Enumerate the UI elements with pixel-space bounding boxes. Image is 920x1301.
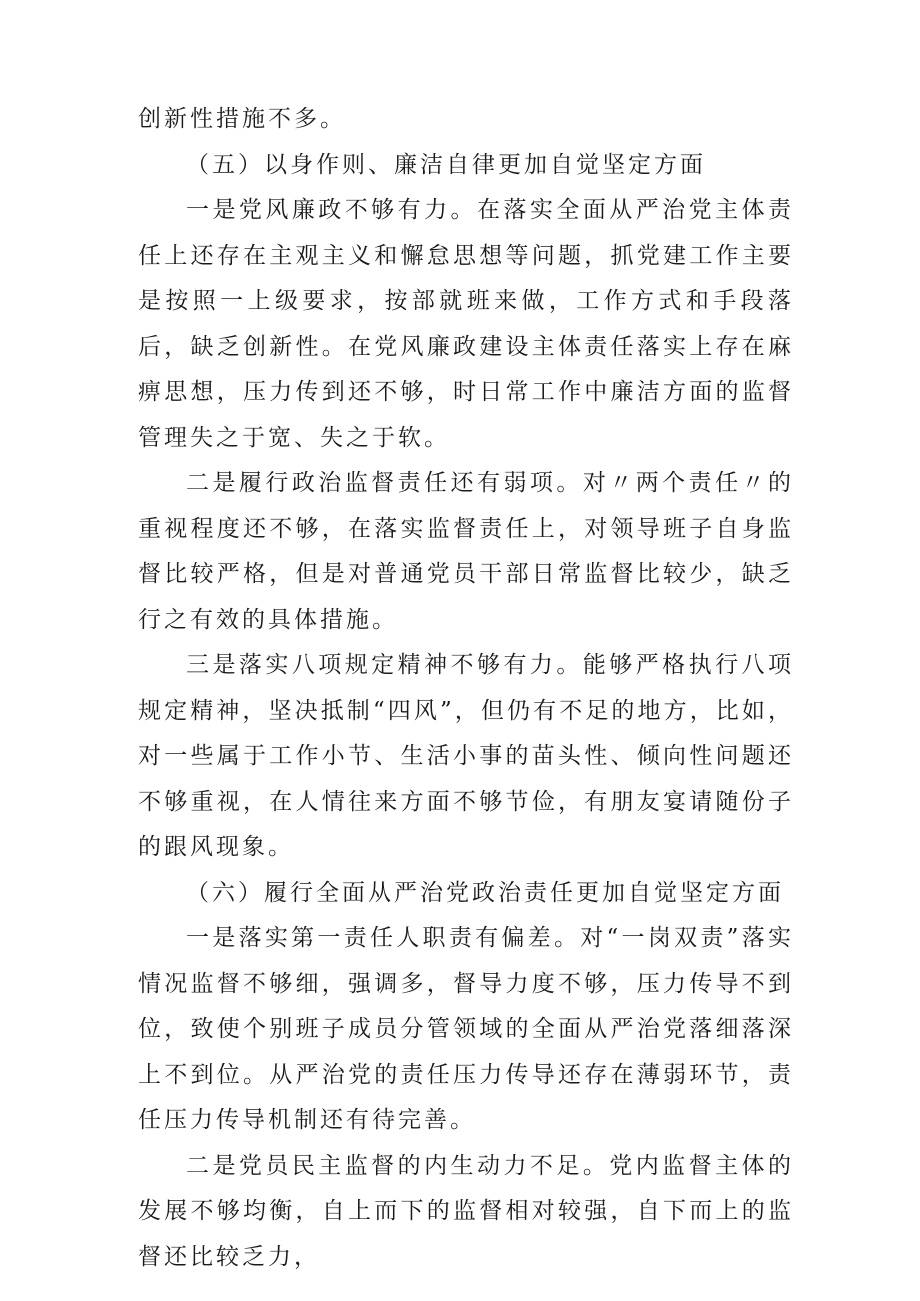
section-heading-5: （五）以身作则、廉洁自律更加自觉坚定方面 xyxy=(186,151,706,178)
paragraph-continuation: 创新性措施不多。 xyxy=(138,106,346,132)
paragraph-party-integrity: 一是党风廉政不够有力。在落实全面从严治党主体责任上还存在主观主义和懈怠思想等问题，抓党建工作主要是按照一上级要求，按部就班来做，工作方式和手段落后，缺乏创新性。在党风廉政建设主体责任落实上存在麻痹思想，压力传到还不够，时日常工作中廉洁方面的监督管理失之于宽、失之于软。 xyxy=(138,197,794,451)
paragraph-democratic-supervision: 二是党员民主监督的内生动力不足。党内监督主体的发展不够均衡，自上而下的监督相对较强，自下而上的监督还比较乏力， xyxy=(138,1152,794,1270)
paragraph-first-responsible-person: 一是落实第一责任人职责有偏差。对“一岗双责”落实情况监督不够细，强调多，督导力度不够，压力传导不到位，致使个别班子成员分管领域的全面从严治党落细落深上不到位。从严治党的责任压力传导还存在薄弱环节，责任压力传导机制还有待完善。 xyxy=(138,925,794,1133)
paragraph-political-supervision: 二是履行政治监督责任还有弱项。对〃两个责任〃的重视程度还不够，在落实监督责任上，对领导班子自身监督比较严格，但是对普通党员干部日常监督比较少，缺乏行之有效的具体措施。 xyxy=(138,470,794,633)
document-body xyxy=(138,97,794,1280)
section-heading-6: （六）履行全面从严治党政治责任更加自觉坚定方面 xyxy=(186,879,784,906)
paragraph-eight-regulations: 三是落实八项规定精神不够有力。能够严格执行八项规定精神，坚决抵制“四风”，但仍有不足的地方，比如，对一些属于工作小节、生活小事的苗头性、倾向性问题还不够重视，在人情往来方面不够节俭，有朋友宴请随份子的跟风现象。 xyxy=(138,652,794,860)
